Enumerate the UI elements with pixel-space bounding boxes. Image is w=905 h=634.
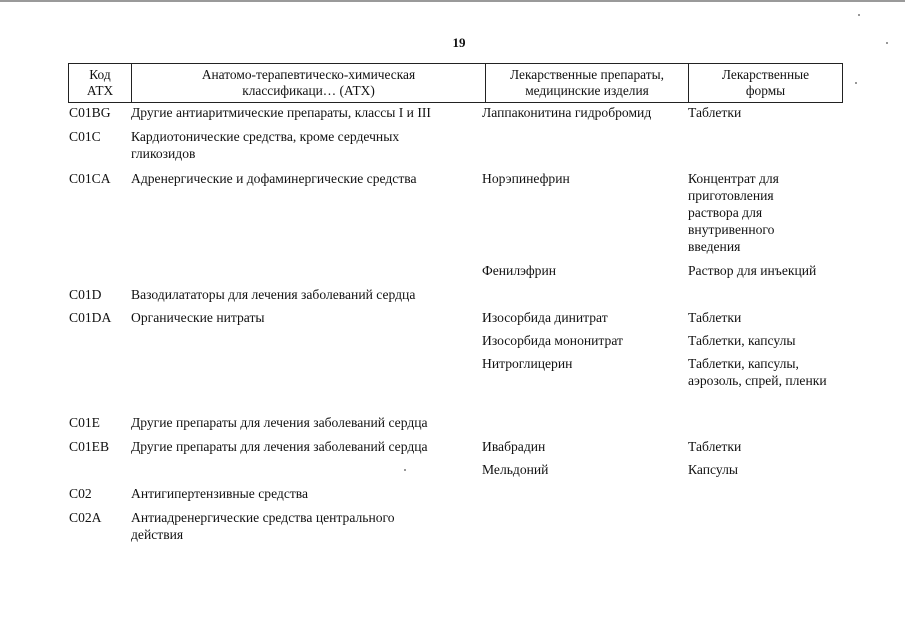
- atc-name: Вазодилататоры для лечения заболеваний сердца: [131, 287, 416, 302]
- atc-code: C01EB: [69, 439, 110, 454]
- drug-name: Норэпинефрин: [482, 171, 570, 186]
- drug-name: Нитроглицерин: [482, 356, 573, 371]
- dosage-form: Таблетки: [688, 310, 742, 325]
- scan-speck: [886, 42, 888, 44]
- drug-name: Ивабрадин: [482, 439, 546, 454]
- atc-code: C01DA: [69, 310, 112, 325]
- atc-code: C01C: [69, 129, 101, 144]
- atc-name: Другие препараты для лечения заболеваний сердца: [131, 439, 428, 454]
- drug-name: Лаппаконитина гидробромид: [482, 105, 652, 120]
- atc-code: C02: [69, 486, 92, 501]
- scan-speck: [855, 82, 857, 84]
- atc-name: Другие антиаритмические препараты, классы I и III: [131, 105, 431, 120]
- page-top-rule: [0, 0, 905, 2]
- header-forms: Лекарственные формы: [721, 67, 810, 98]
- header-classification: Анатомо-терапевтическо-химическая классификаци… (АТХ): [132, 64, 486, 102]
- drug-name: Изосорбида динитрат: [482, 310, 608, 325]
- dosage-form: Капсулы: [688, 462, 738, 477]
- atc-name: Органические нитраты: [131, 310, 265, 325]
- scan-speck: [404, 469, 406, 471]
- header-drugs: Лекарственные препараты, медицинские изделия: [486, 64, 689, 102]
- drug-name: Изосорбида мононитрат: [482, 333, 623, 348]
- table-header: [68, 63, 843, 103]
- dosage-form: Таблетки: [688, 439, 742, 454]
- dosage-form: Концентрат для приготовления раствора для внутривенного введения: [688, 171, 779, 254]
- dosage-form: Таблетки, капсулы: [688, 333, 796, 348]
- atc-code: C01D: [69, 287, 102, 302]
- dosage-form: Таблетки: [688, 105, 742, 120]
- dosage-form: Раствор для инъекций: [688, 263, 817, 278]
- atc-code: C01CA: [69, 171, 111, 186]
- drug-name: Фенилэфрин: [482, 263, 557, 278]
- scan-speck: [858, 14, 860, 16]
- atc-name: Адренергические и дофаминергические средства: [131, 171, 417, 186]
- atc-name: Антигипертензивные средства: [131, 486, 309, 501]
- header-code: Код АТХ: [69, 64, 132, 102]
- atc-name: Другие препараты для лечения заболеваний сердца: [131, 415, 428, 430]
- atc-name: Антиадренергические средства центрального действия: [131, 510, 395, 542]
- atc-code: C02A: [69, 510, 102, 525]
- atc-name: Кардиотонические средства, кроме сердечных гликозидов: [131, 129, 400, 161]
- atc-code: C01BG: [69, 105, 111, 120]
- atc-code: C01E: [69, 415, 100, 430]
- dosage-form: Таблетки, капсулы, аэрозоль, спрей, пленки: [688, 356, 827, 388]
- page-number: 19: [452, 35, 466, 50]
- drug-name: Мельдоний: [482, 462, 549, 477]
